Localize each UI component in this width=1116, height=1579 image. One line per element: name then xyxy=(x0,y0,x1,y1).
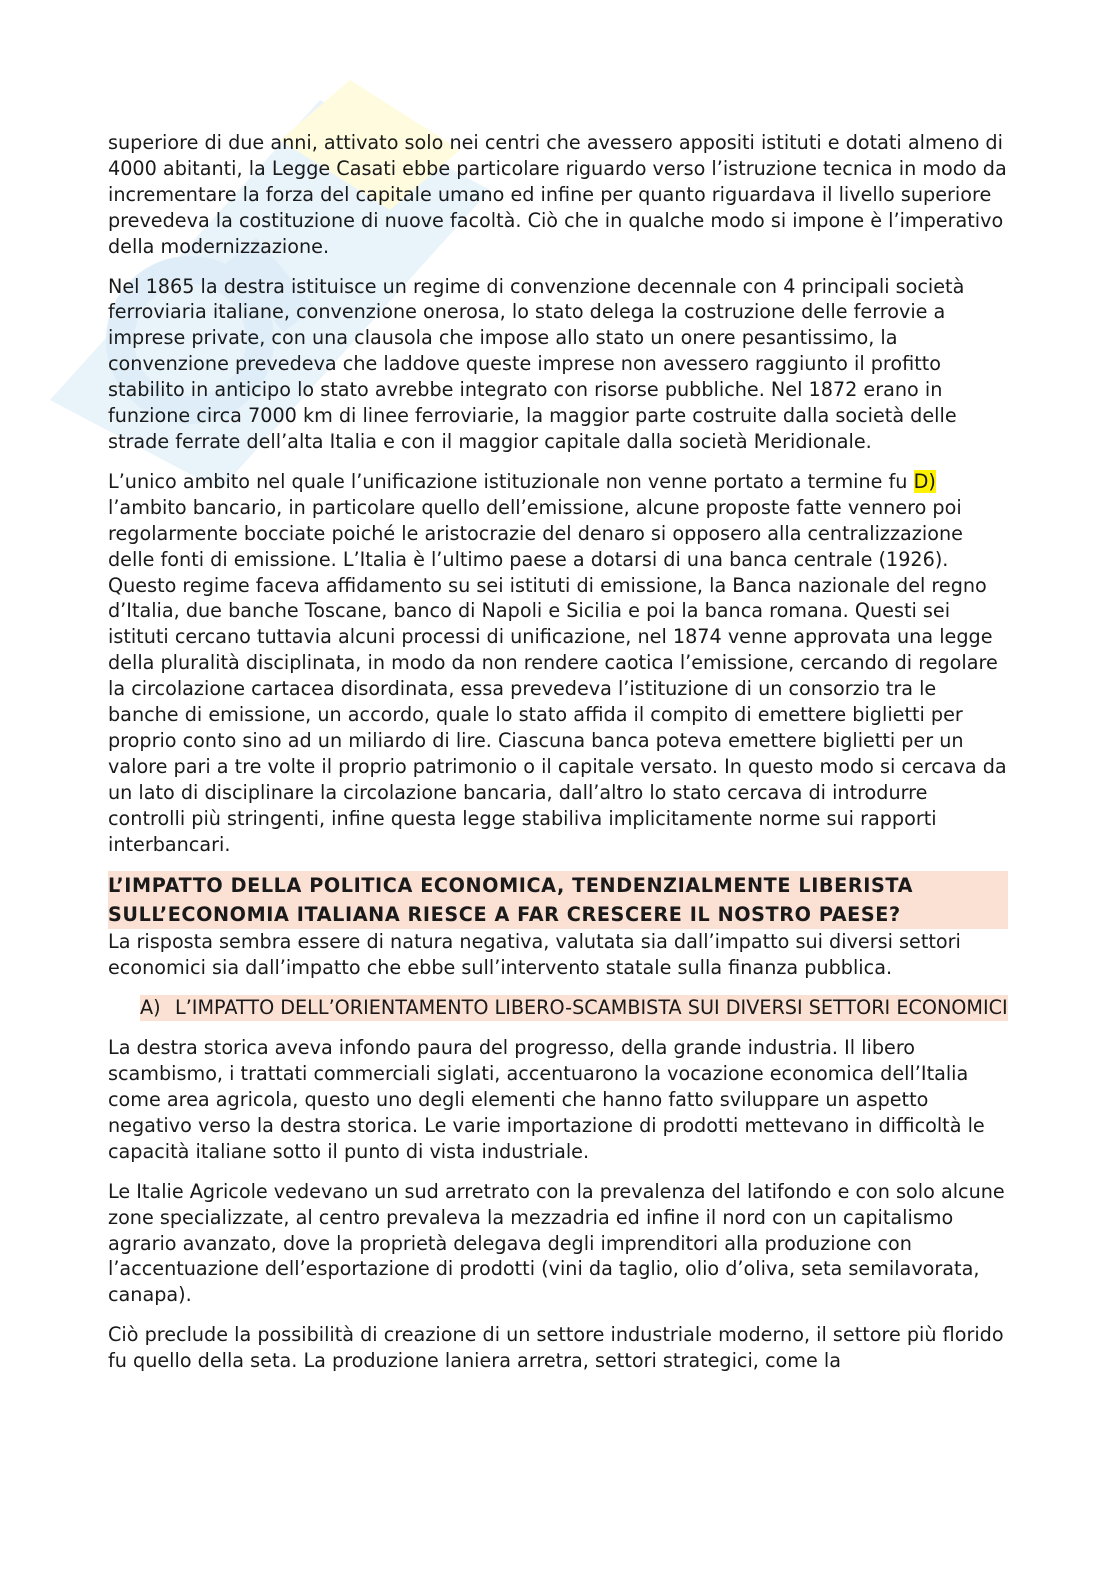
paragraph-legge-casati: superiore di due anni, attivato solo nei centri che avessero appositi istituti e dotati almeno di 4000 abitanti, la Legge Casati ebbe particolare riguardo verso l’istruzione tecnica in modo da incrementare la forza del capitale umano ed infine per quanto riguardava il livello superiore prevedeva la costituzione di nuove facoltà. Ciò che in qualche modo si impone è l’imperativo della modernizzazione. xyxy=(108,131,1007,258)
paragraph-risposta: La risposta sembra essere di natura negativa, valutata sia dall’impatto sui diversi settori economici sia dall’impatto che ebbe sull’intervento statale sulla finanza pubblica. xyxy=(108,930,961,980)
paragraph-ambito-bancario-rest: l’ambito bancario, in particolare quello dell’emissione, alcune proposte fatte vennero poi regolarmente bocciate poiché le aristocrazie del denaro si opposero alla centralizzazione delle fonti di emissione. L’Italia è l’ultimo paese a dotarsi di una banca centrale (1926). Questo regime faceva affidamento su sei istituti di emissione, la Banca nazionale del regno d’Italia, due banche Toscane, banco di Napoli e Sicilia e poi la banca romana. Questi sei istituti cercano tuttavia alcuni processi di unificazione, nel 1874 venne approvata una legge della pluralità disciplinata, in modo da non rendere caotica l’emissione, cercando di regolare la circolazione cartacea disordinata, essa prevedeva l’istituzione di un consorzio tra le banche di emissione, un accordo, quale lo stato affida il compito di emettere biglietti per proprio conto sino ad un miliardo di lire. Ciascuna banca poteva emettere biglietti per un valore pari a tre volte il proprio patrimonio o il capitale versato. In questo modo si cercava da un lato di disciplinare la circolazione bancaria, dall’altro lo stato cercava di introdurre controlli più stringenti, infine questa legge stabiliva implicitamente norme sui rapporti interbancari. xyxy=(108,495,1007,856)
paragraph-ambito-bancario xyxy=(108,469,1008,858)
subheading-a xyxy=(140,995,1008,1021)
subheading-text: L’IMPATTO DELL’ORIENTAMENTO LIBERO-SCAMBISTA SUI DIVERSI SETTORI ECONOMICI xyxy=(175,996,1008,1020)
paragraph-ambito-bancario-start: L’unico ambito nel quale l’unificazione istituzionale non venne portato a termine fu xyxy=(108,469,914,493)
document-page xyxy=(108,130,1008,1388)
paragraph-ferrovie: Nel 1865 la destra istituisce un regime di convenzione decennale con 4 principali società ferroviaria italiane, convenzione onerosa, lo stato delega la costruzione delle ferrovie a imprese private, con una clausola che impose allo stato un onere pesantissimo, la convenzione prevedeva che laddove queste imprese non avessero raggiunto il profitto stabilito in anticipo lo stato avrebbe integrato con risorse pubbliche. Nel 1872 erano in funzione circa 7000 km di linee ferroviarie, la maggior parte costruite dalla società delle strade ferrate dell’alta Italia e con il maggior capitale dalla società Meridionale. xyxy=(108,274,965,453)
highlight-marker-d: D) xyxy=(913,469,936,493)
paragraph-destra-storica: La destra storica aveva infondo paura del progresso, della grande industria. Il libero scambismo, i trattati commerciali siglati, accentuarono la vocazione economica dell’Italia come area agricola, questo uno degli elementi che hanno fatto sviluppare un aspetto negativo verso la destra storica. Le varie importazione di prodotti mettevano in difficoltà le capacità italiane sotto il punto di vista industriale. xyxy=(108,1036,985,1163)
paragraph-italie-agricole: Le Italie Agricole vedevano un sud arretrato con la prevalenza del latifondo e con solo alcune zone specializzate, al centro prevaleva la mezzadria ed infine il nord con un capitalismo agrario avanzato, dove la proprietà delegava degli imprenditori alla produzione con l’accentuazione dell’esportazione di prodotti (vini da taglio, olio d’oliva, seta semilavorata, canapa). xyxy=(108,1179,1005,1307)
paragraph-settore-industriale: Ciò preclude la possibilità di creazione di un settore industriale moderno, il settore più florido fu quello della seta. La produzione laniera arretra, settori strategici, come la xyxy=(108,1323,1004,1373)
subheading-marker: A) xyxy=(140,996,161,1020)
section-heading: L’IMPATTO DELLA POLITICA ECONOMICA, TENDENZIALMENTE LIBERISTA SULL’ECONOMIA ITALIANA RIESCE A FAR CRESCERE IL NOSTRO PAESE? xyxy=(108,871,1008,929)
